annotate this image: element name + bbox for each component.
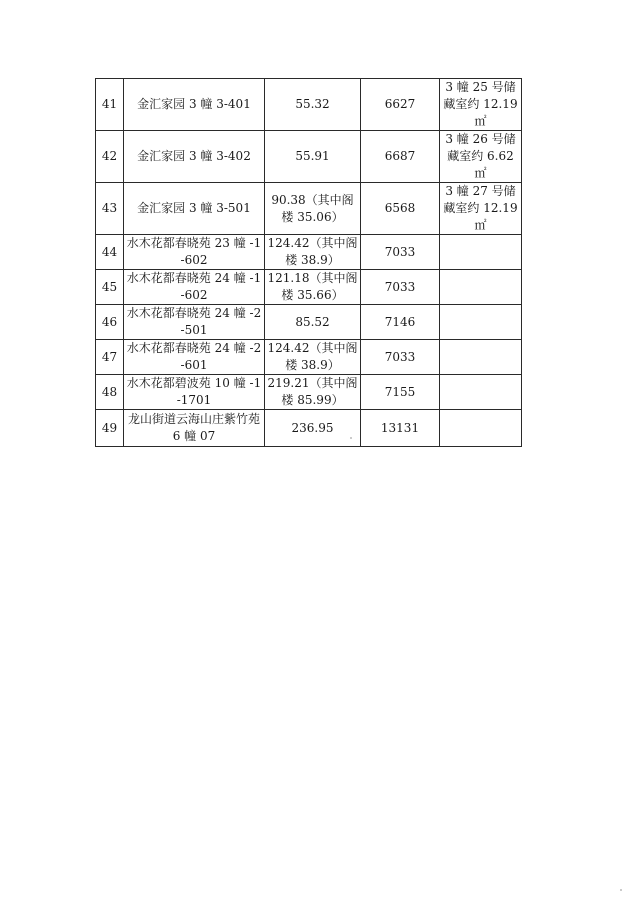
remarks: [440, 375, 522, 410]
scan-speck: [620, 889, 622, 891]
row-number: 43: [96, 183, 124, 235]
property-area: 124.42（其中阁楼 38.9）: [265, 340, 361, 375]
property-table: [95, 78, 522, 447]
row-number: 44: [96, 235, 124, 270]
unit-price: 7146: [361, 305, 440, 340]
property-address: 龙山街道云海山庄紫竹苑 6 幢 07: [124, 410, 265, 447]
property-area: 90.38（其中阁楼 35.06）: [265, 183, 361, 235]
table-row: [96, 131, 522, 183]
table-row: [96, 340, 522, 375]
property-address: 水木花都碧波苑 10 幢 -1-1701: [124, 375, 265, 410]
row-number: 42: [96, 131, 124, 183]
unit-price: 7155: [361, 375, 440, 410]
property-area: 55.91: [265, 131, 361, 183]
property-area: 124.42（其中阁楼 38.9）: [265, 235, 361, 270]
remarks: 3 幢 27 号储藏室约 12.19 ㎡: [440, 183, 522, 235]
property-address: 金汇家园 3 幢 3-501: [124, 183, 265, 235]
unit-price: 6568: [361, 183, 440, 235]
unit-price: 6627: [361, 79, 440, 131]
unit-price: 7033: [361, 340, 440, 375]
table-row: [96, 375, 522, 410]
remarks: [440, 270, 522, 305]
property-area: 85.52: [265, 305, 361, 340]
row-number: 41: [96, 79, 124, 131]
table-row: [96, 235, 522, 270]
row-number: 49: [96, 410, 124, 447]
row-number: 47: [96, 340, 124, 375]
unit-price: 13131: [361, 410, 440, 447]
property-address: 金汇家园 3 幢 3-402: [124, 131, 265, 183]
unit-price: 7033: [361, 270, 440, 305]
remarks: 3 幢 26 号储藏室约 6.62 ㎡: [440, 131, 522, 183]
table-row: [96, 183, 522, 235]
remarks: 3 幢 25 号储藏室约 12.19 ㎡: [440, 79, 522, 131]
remarks: [440, 305, 522, 340]
remarks: [440, 340, 522, 375]
property-address: 水木花都春晓苑 24 幢 -2-601: [124, 340, 265, 375]
remarks: [440, 410, 522, 447]
property-address: 水木花都春晓苑 24 幢 -2-501: [124, 305, 265, 340]
table-row: [96, 410, 522, 447]
property-area: 55.32: [265, 79, 361, 131]
property-area: 121.18（其中阁楼 35.66）: [265, 270, 361, 305]
scan-speck: [350, 437, 352, 439]
property-address: 水木花都春晓苑 23 幢 -1-602: [124, 235, 265, 270]
property-address: 水木花都春晓苑 24 幢 -1-602: [124, 270, 265, 305]
property-area: 219.21（其中阁楼 85.99）: [265, 375, 361, 410]
table-row: [96, 79, 522, 131]
remarks: [440, 235, 522, 270]
row-number: 48: [96, 375, 124, 410]
table-row: [96, 305, 522, 340]
property-area: 236.95: [265, 410, 361, 447]
row-number: 45: [96, 270, 124, 305]
property-address: 金汇家园 3 幢 3-401: [124, 79, 265, 131]
unit-price: 6687: [361, 131, 440, 183]
unit-price: 7033: [361, 235, 440, 270]
row-number: 46: [96, 305, 124, 340]
table-row: [96, 270, 522, 305]
